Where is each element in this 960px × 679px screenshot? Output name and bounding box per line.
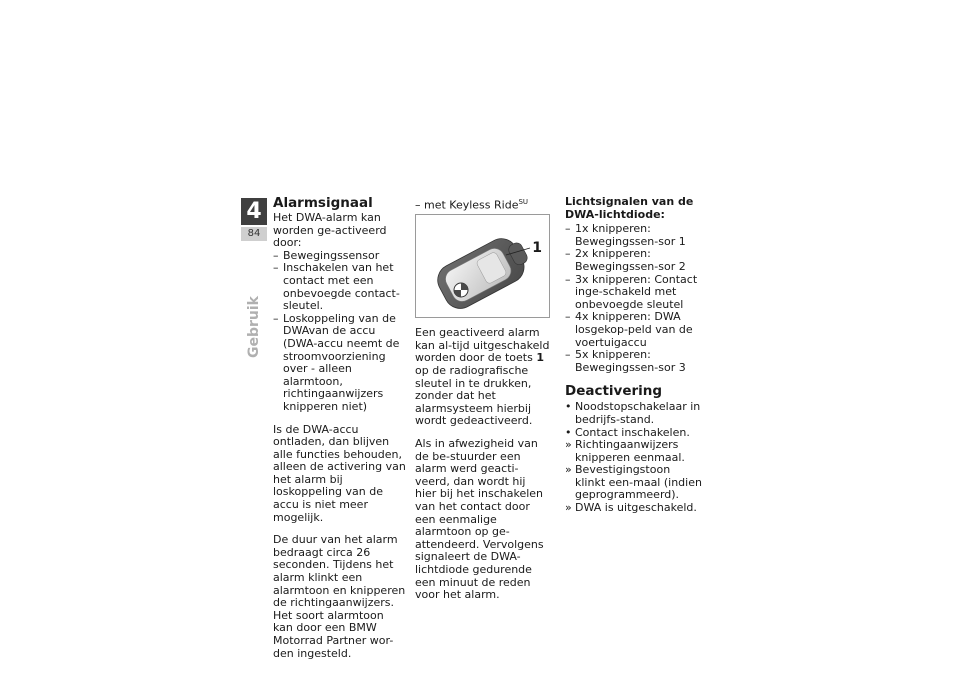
paragraph: Is de DWA-accu ontladen, dan blijven alle functies behouden, alleen de activering van het alarm bij loskoppeling van de accu is niet meer mogelijk. bbox=[273, 422, 406, 524]
keyless-ride-item bbox=[415, 196, 550, 212]
list-item-text: Bewegingssensor bbox=[283, 248, 380, 262]
list-item-text: 4x knipperen: DWA losgekop-peld van de voertuigaccu bbox=[575, 310, 693, 349]
list-item bbox=[565, 311, 703, 349]
key-reference: 1 bbox=[536, 351, 544, 365]
heading-lichtsignalen: Lichtsignalen van de DWA-lichtdiode: bbox=[565, 195, 694, 221]
bullet-marker: • bbox=[565, 400, 572, 414]
step-text: Noodstopschakelaar in bedrijfs-stand. bbox=[575, 400, 701, 426]
list-item-text: 3x knipperen: Contact inge-schakeld met onbevoegde sleutel bbox=[575, 272, 698, 311]
result-marker: » bbox=[565, 501, 572, 515]
dash-marker: – bbox=[415, 198, 421, 212]
page-number: 84 bbox=[241, 227, 267, 241]
bullet-marker: • bbox=[565, 425, 572, 439]
list-item-text: 1x knipperen: Bewegingssen-sor 1 bbox=[575, 222, 686, 248]
dash-marker: – bbox=[565, 247, 571, 261]
signal-list bbox=[565, 223, 703, 374]
list-item-text: 5x knipperen: Bewegingssen-sor 3 bbox=[575, 348, 686, 374]
dash-marker: – bbox=[565, 310, 571, 324]
column-2 bbox=[415, 196, 550, 612]
result-item bbox=[565, 439, 703, 464]
keyless-ride-text: met Keyless Ride bbox=[424, 198, 519, 212]
step-text: DWA is uitgeschakeld. bbox=[575, 501, 697, 515]
result-item bbox=[565, 464, 703, 502]
deactivation-steps bbox=[565, 401, 703, 514]
paragraph-text: Een geactiveerd alarm kan al-tijd uitgeschakeld worden door de toets bbox=[415, 326, 550, 365]
paragraph bbox=[415, 327, 550, 428]
dash-marker: – bbox=[565, 222, 571, 236]
step-text: Contact inschakelen. bbox=[575, 425, 690, 439]
dash-marker: – bbox=[273, 248, 279, 262]
heading-deactivering: Deactivering bbox=[565, 383, 663, 400]
dash-marker: – bbox=[273, 261, 279, 275]
intro-text: Het DWA-alarm kan worden ge-activeerd door: bbox=[273, 211, 387, 250]
result-marker: » bbox=[565, 463, 572, 477]
key-figure bbox=[415, 214, 550, 318]
list-item bbox=[565, 274, 703, 312]
dash-marker: – bbox=[565, 272, 571, 286]
list-item bbox=[565, 223, 703, 248]
section-label: Gebruik bbox=[246, 296, 262, 358]
trigger-list bbox=[273, 250, 406, 414]
list-item bbox=[565, 349, 703, 374]
paragraph: Als in afwezigheid van de be-stuurder een alarm werd geacti-veerd, dan wordt hij hier bij het inschakelen van het contact door een eenmalige alarmtoon op ge-attendeerd. Vervolgens signaleert de DWA-lichtdiode gedurende een minuut de reden voor het alarm. bbox=[415, 437, 544, 602]
list-item bbox=[273, 313, 406, 414]
paragraph: De duur van het alarm bedraagt circa 26 seconden. Tijdens het alarm klinkt een alarmtoon en knipperen de richtingaanwijzers. Het soort alarmtoon kan door een BMW Motorrad Partner wor-den ingesteld. bbox=[273, 533, 406, 660]
dash-marker: – bbox=[273, 311, 279, 325]
list-item bbox=[565, 248, 703, 273]
superscript-su: SU bbox=[518, 198, 529, 206]
step-text: Richtingaanwijzers knipperen eenmaal. bbox=[575, 438, 685, 464]
dash-marker: – bbox=[565, 348, 571, 362]
list-item bbox=[273, 262, 406, 312]
result-marker: » bbox=[565, 438, 572, 452]
column-1 bbox=[273, 196, 406, 670]
result-item bbox=[565, 502, 703, 515]
list-item-text: Loskoppeling van de DWAvan de accu (DWA-accu neemt de stroomvoorziening over - alleen alarmtoon, richtingaanwijzers knipperen niet) bbox=[283, 311, 400, 413]
step-item bbox=[565, 401, 703, 426]
radio-key-illustration bbox=[416, 215, 549, 317]
callout-number: 1 bbox=[532, 240, 542, 257]
column-3 bbox=[565, 196, 703, 525]
chapter-number: 4 bbox=[241, 198, 267, 225]
list-item-text: Inschakelen van het contact met een onbevoegde contact-sleutel. bbox=[283, 261, 400, 313]
paragraph-text: op de radiografische sleutel in te drukken, zonder dat het alarmsysteem hierbij wordt gedeactiveerd. bbox=[415, 364, 533, 428]
step-text: Bevestigingstoon klinkt een-maal (indien geprogrammeerd). bbox=[575, 463, 702, 502]
list-item-text: 2x knipperen: Bewegingssen-sor 2 bbox=[575, 247, 686, 273]
heading-alarmsignaal: Alarmsignaal bbox=[273, 195, 373, 211]
